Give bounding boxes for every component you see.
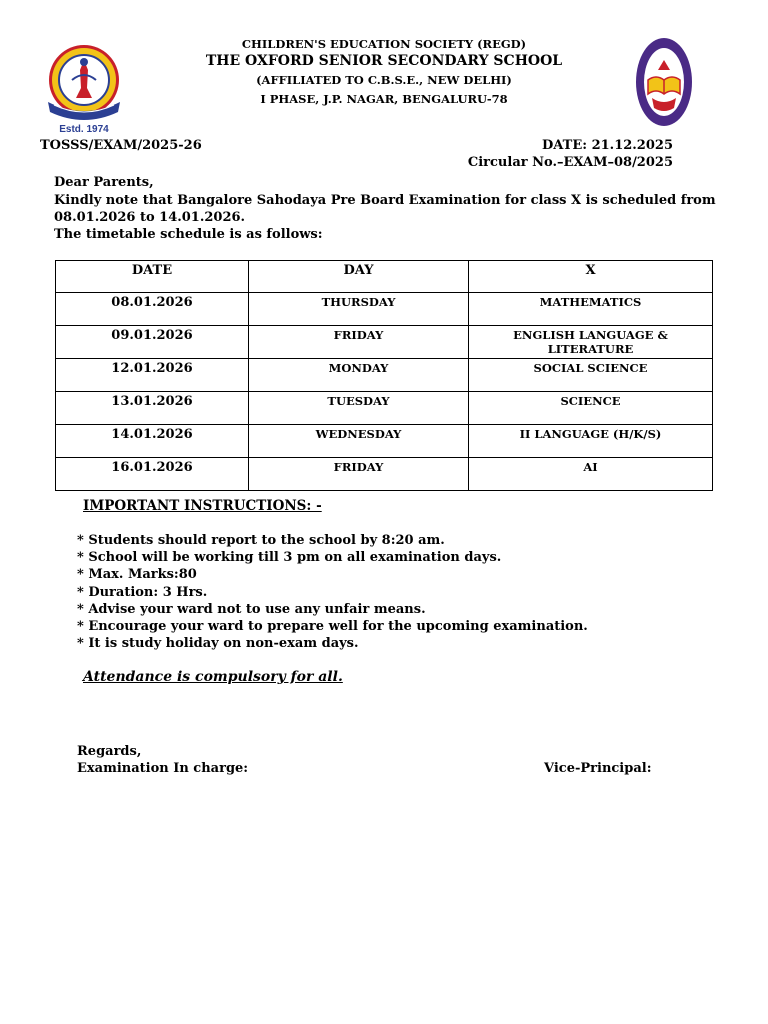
list-item: * It is study holiday on non-exam days. [77,636,359,652]
estd-text: Estd. 1974 [59,124,109,135]
row-subject: SOCIAL SCIENCE [469,359,713,392]
salutation: Dear Parents, [54,175,154,190]
circular-date: DATE: 21.12.2025 [542,138,673,153]
row-subject: AI [469,458,713,491]
address: I PHASE, J.P. NAGAR, BENGALURU-78 [260,92,508,106]
list-item: * Students should report to the school by 8:20 am. [77,533,445,548]
row-date: 16.01.2026 [56,458,249,491]
header-class: X [469,261,713,293]
row-subject: ENGLISH LANGUAGE & LITERATURE [469,326,713,359]
instructions-title: IMPORTANT INSTRUCTIONS: - [83,498,322,514]
table-row [56,425,713,458]
row-day: FRIDAY [249,326,469,359]
society-name: CHILDREN'S EDUCATION SOCIETY (REGD) [241,37,527,51]
list-item: * Encourage your ward to prepare well for the upcoming examination. [77,619,588,635]
circular-number: Circular No.–EXAM–08/2025 [467,155,673,170]
list-item: * Max. Marks:80 [77,567,197,583]
table-row [56,458,713,491]
table-row [56,392,713,425]
row-day: THURSDAY [249,293,469,326]
row-date: 12.01.2026 [56,359,249,392]
regards: Regards, [77,744,142,759]
exam-incharge-signature: Examination In charge: [77,761,249,776]
row-subject: MATHEMATICS [469,293,713,326]
notice-line-2: 08.01.2026 to 14.01.2026. [54,210,246,225]
header-day: DAY [249,261,469,293]
row-subject: II LANGUAGE (H/K/S) [469,425,713,458]
reference-number: TOSSS/EXAM/2025-26 [40,138,202,153]
header-date: DATE [56,261,249,293]
table-row [56,326,713,359]
attendance-note: Attendance is compulsory for all. [83,669,343,685]
row-day: MONDAY [249,359,469,392]
row-subject: SCIENCE [469,392,713,425]
list-item: * Duration: 3 Hrs. [77,584,208,600]
vice-principal-signature: Vice-Principal: [544,761,652,776]
table-header-row [56,261,713,293]
list-item: * School will be working till 3 pm on all examination days. [77,550,502,566]
row-day: TUESDAY [249,392,469,425]
row-date: 09.01.2026 [56,326,249,359]
row-day: WEDNESDAY [249,425,469,458]
instructions-list [77,532,588,652]
exam-timetable [55,260,713,491]
school-name: THE OXFORD SENIOR SECONDARY SCHOOL [205,53,563,69]
list-item: * Advise your ward not to use any unfair means. [77,601,426,617]
row-date: 14.01.2026 [56,425,249,458]
row-date: 08.01.2026 [56,293,249,326]
affiliation: (AFFILIATED TO C.B.S.E., NEW DELHI) [256,73,512,87]
notice-line-1: Kindly note that Bangalore Sahodaya Pre Board Examination for class X is scheduled from [54,193,716,208]
table-row [56,293,713,326]
row-date: 13.01.2026 [56,392,249,425]
table-row [56,359,713,392]
row-day: FRIDAY [249,458,469,491]
notice-line-3: The timetable schedule is as follows: [54,227,323,242]
